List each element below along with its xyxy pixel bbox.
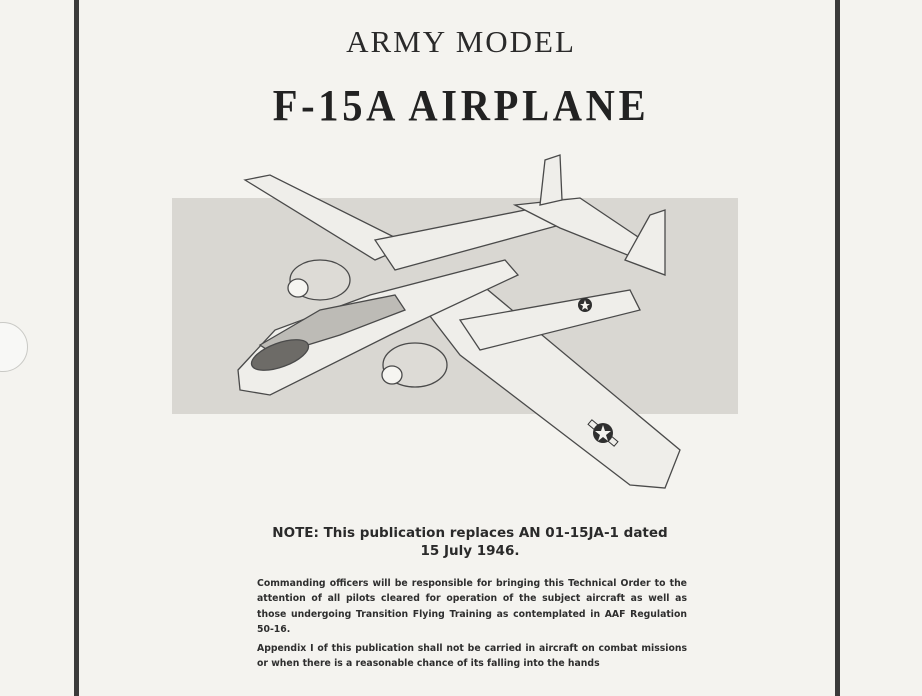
commanding-officers-paragraph: Commanding officers will be responsible for bringing this Technical Order to the attention of all pilots cleared for operation of the subject aircraft as well as those undergoing Transition Flying Training as contemplated in AAF Regulation 50-16. bbox=[257, 578, 687, 635]
header-title: F-15A AIRPLANE bbox=[272, 81, 650, 130]
replacement-note bbox=[250, 524, 690, 560]
note-line-1: NOTE: This publication replaces AN 01-15JA-1 dated bbox=[272, 525, 668, 541]
header-army-model: ARMY MODEL bbox=[346, 24, 576, 59]
binder-hole bbox=[0, 322, 28, 372]
airplane-illustration bbox=[160, 150, 760, 500]
note-line-2: 15 July 1946. bbox=[420, 543, 520, 559]
appendix-paragraph: Appendix I of this publication shall not be carried in aircraft on combat missions or when there is a reasonable chance of its falling into the hands bbox=[257, 643, 687, 670]
